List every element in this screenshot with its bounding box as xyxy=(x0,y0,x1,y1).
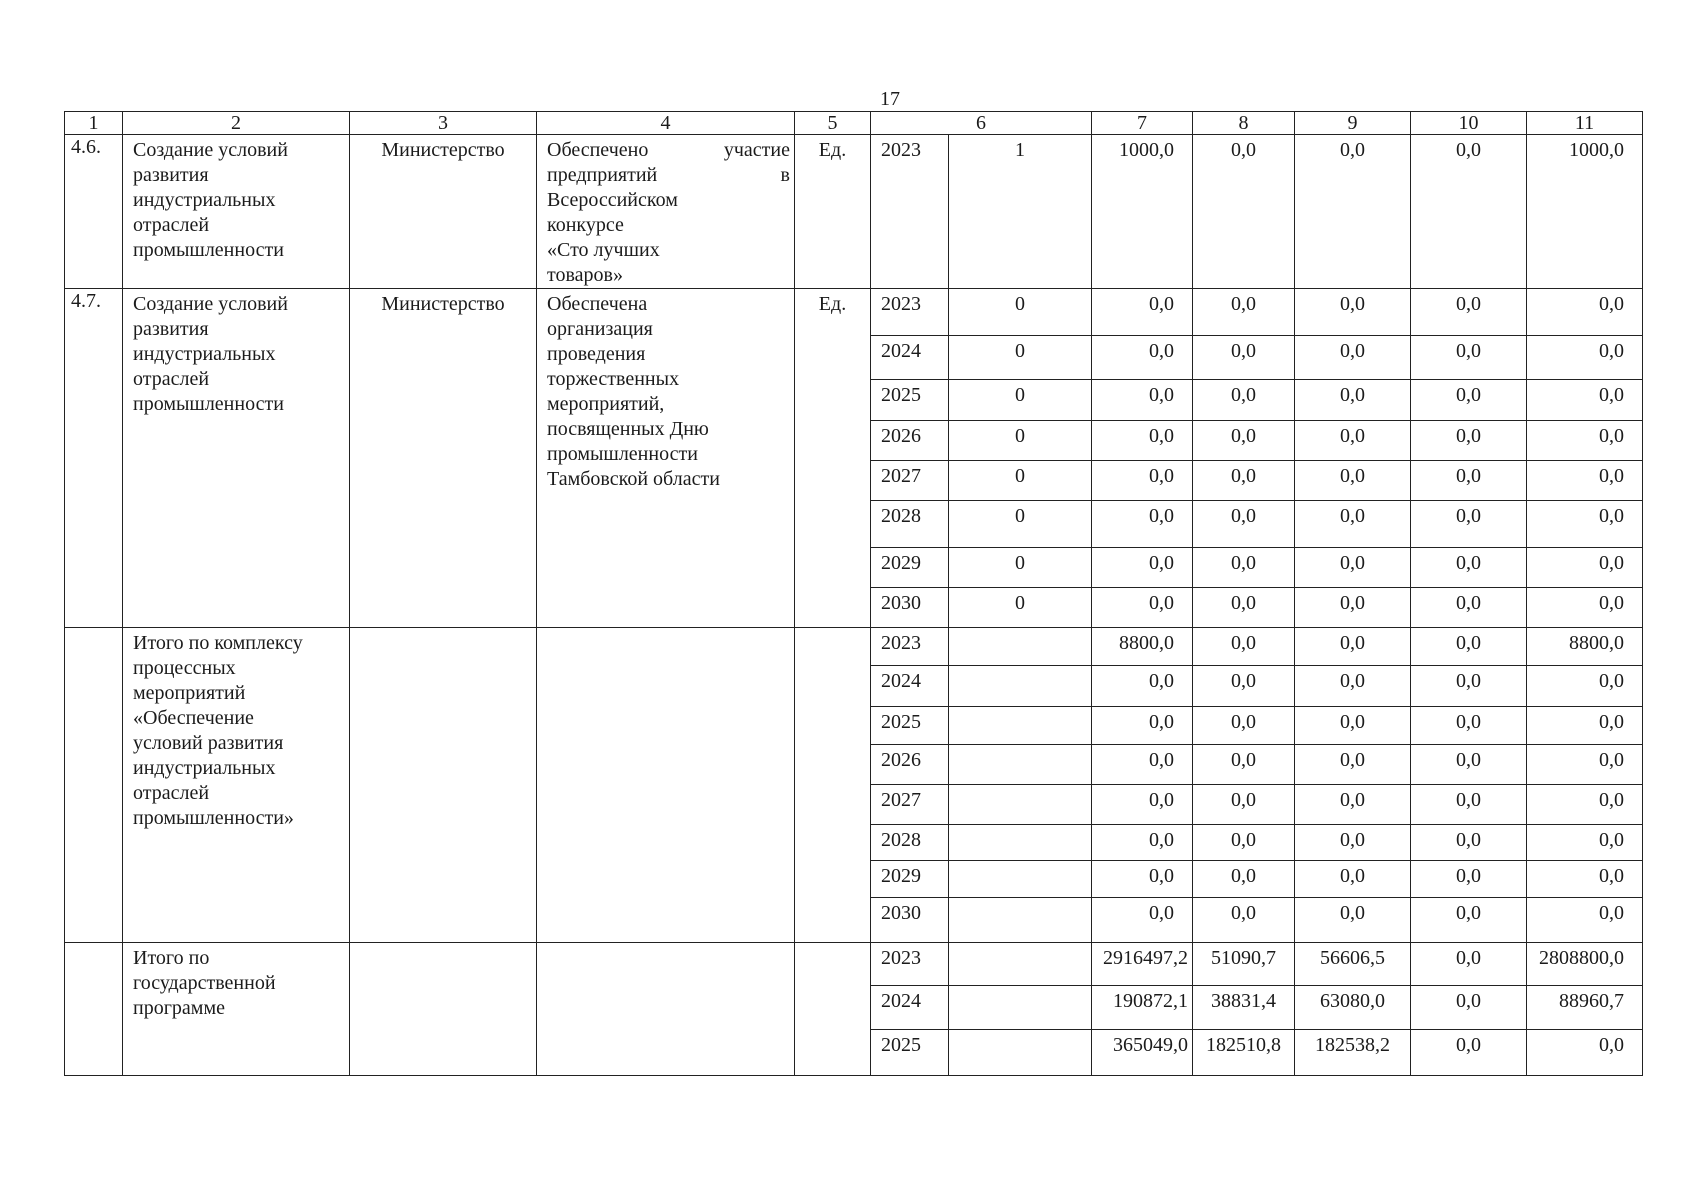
amount-extrabudget: 0,0 xyxy=(1527,825,1643,861)
indicator-value xyxy=(949,785,1092,825)
amount-regional: 0,0 xyxy=(1295,421,1411,461)
result-description-line: предприятий в xyxy=(547,164,790,186)
indicator-value: 1 xyxy=(949,135,1092,289)
year-cell: 2025 xyxy=(871,1030,949,1076)
header-cell: 1 xyxy=(65,112,123,135)
amount-total: 0,0 xyxy=(1092,588,1193,628)
header-cell: 8 xyxy=(1193,112,1295,135)
indicator-value xyxy=(949,943,1092,986)
indicator-value xyxy=(949,861,1092,898)
unit-of-measure: Ед. xyxy=(795,289,871,628)
measure-name-line: развития xyxy=(133,164,209,186)
program-table xyxy=(64,111,1643,1076)
amount-federal: 0,0 xyxy=(1193,336,1295,380)
measure-name-line: промышленности xyxy=(133,239,284,261)
header-cell: 6 xyxy=(871,112,1092,135)
amount-total: 0,0 xyxy=(1092,380,1193,421)
year-cell: 2028 xyxy=(871,825,949,861)
table-row xyxy=(65,943,1643,986)
indicator-value xyxy=(949,1030,1092,1076)
measure-name xyxy=(123,628,350,943)
measure-name-line: государственной xyxy=(133,972,276,994)
amount-federal: 182510,8 xyxy=(1193,1030,1295,1076)
result-description-line: Обеспечено участие xyxy=(547,139,790,161)
measure-name-line: отраслей xyxy=(133,368,210,390)
amount-regional: 0,0 xyxy=(1295,289,1411,336)
amount-extrabudget: 2808800,0 xyxy=(1527,943,1643,986)
amount-regional: 0,0 xyxy=(1295,461,1411,501)
amount-federal: 0,0 xyxy=(1193,745,1295,785)
measure-name-line: промышленности» xyxy=(133,807,294,829)
measure-name-line: процессных xyxy=(133,657,236,679)
amount-regional: 0,0 xyxy=(1295,745,1411,785)
year-cell: 2027 xyxy=(871,785,949,825)
indicator-value xyxy=(949,745,1092,785)
row-number xyxy=(65,628,123,943)
result-description-line: проведения xyxy=(547,343,646,365)
amount-extrabudget: 1000,0 xyxy=(1527,135,1643,289)
amount-federal: 0,0 xyxy=(1193,861,1295,898)
measure-name-line: Создание условий xyxy=(133,139,288,161)
amount-federal: 0,0 xyxy=(1193,825,1295,861)
indicator-value xyxy=(949,707,1092,745)
unit-of-measure xyxy=(795,943,871,1076)
header-cell: 3 xyxy=(350,112,537,135)
header-cell: 9 xyxy=(1295,112,1411,135)
amount-extrabudget: 0,0 xyxy=(1527,380,1643,421)
result-description-line: «Сто лучших xyxy=(547,239,660,261)
amount-regional: 0,0 xyxy=(1295,707,1411,745)
result-description-line: промышленности xyxy=(547,443,698,465)
amount-total: 0,0 xyxy=(1092,898,1193,943)
result-description-line: товаров» xyxy=(547,264,623,286)
year-cell: 2025 xyxy=(871,380,949,421)
amount-federal: 0,0 xyxy=(1193,135,1295,289)
indicator-value: 0 xyxy=(949,588,1092,628)
indicator-value xyxy=(949,666,1092,707)
amount-federal: 0,0 xyxy=(1193,548,1295,588)
amount-extrabudget: 0,0 xyxy=(1527,785,1643,825)
amount-total: 0,0 xyxy=(1092,745,1193,785)
amount-extrabudget: 0,0 xyxy=(1527,707,1643,745)
year-cell: 2026 xyxy=(871,745,949,785)
amount-regional: 0,0 xyxy=(1295,898,1411,943)
year-cell: 2027 xyxy=(871,461,949,501)
amount-local: 0,0 xyxy=(1411,943,1527,986)
amount-extrabudget: 0,0 xyxy=(1527,421,1643,461)
amount-local: 0,0 xyxy=(1411,461,1527,501)
year-cell: 2030 xyxy=(871,588,949,628)
year-cell: 2029 xyxy=(871,861,949,898)
year-cell: 2023 xyxy=(871,135,949,289)
amount-federal: 0,0 xyxy=(1193,588,1295,628)
indicator-value xyxy=(949,628,1092,666)
amount-regional: 0,0 xyxy=(1295,666,1411,707)
result-description xyxy=(537,135,795,289)
amount-local: 0,0 xyxy=(1411,628,1527,666)
amount-federal: 0,0 xyxy=(1193,501,1295,548)
amount-total: 190872,1 xyxy=(1092,986,1193,1030)
result-description-line: Тамбовской области xyxy=(547,468,720,490)
amount-local: 0,0 xyxy=(1411,501,1527,548)
amount-local: 0,0 xyxy=(1411,986,1527,1030)
amount-extrabudget: 0,0 xyxy=(1527,666,1643,707)
amount-regional: 0,0 xyxy=(1295,588,1411,628)
amount-regional: 182538,2 xyxy=(1295,1030,1411,1076)
measure-name-line: Итого по комплексу xyxy=(133,632,303,654)
indicator-value xyxy=(949,898,1092,943)
row-number: 4.6. xyxy=(65,135,123,289)
amount-regional: 0,0 xyxy=(1295,336,1411,380)
amount-federal: 0,0 xyxy=(1193,707,1295,745)
amount-total: 8800,0 xyxy=(1092,628,1193,666)
result-description-line: Всероссийском xyxy=(547,189,678,211)
amount-local: 0,0 xyxy=(1411,785,1527,825)
responsible-executor: Министерство xyxy=(350,289,537,628)
year-cell: 2024 xyxy=(871,666,949,707)
amount-local: 0,0 xyxy=(1411,861,1527,898)
amount-regional: 63080,0 xyxy=(1295,986,1411,1030)
year-cell: 2025 xyxy=(871,707,949,745)
amount-total: 0,0 xyxy=(1092,707,1193,745)
result-description-line: торжественных xyxy=(547,368,680,390)
year-cell: 2024 xyxy=(871,336,949,380)
amount-extrabudget: 88960,7 xyxy=(1527,986,1643,1030)
header-cell: 5 xyxy=(795,112,871,135)
amount-federal: 38831,4 xyxy=(1193,986,1295,1030)
amount-extrabudget: 0,0 xyxy=(1527,336,1643,380)
amount-extrabudget: 0,0 xyxy=(1527,588,1643,628)
measure-name-line: промышленности xyxy=(133,393,284,415)
amount-total: 0,0 xyxy=(1092,548,1193,588)
year-cell: 2028 xyxy=(871,501,949,548)
amount-local: 0,0 xyxy=(1411,666,1527,707)
table-row xyxy=(65,135,1643,289)
measure-name-line: отраслей xyxy=(133,214,210,236)
measure-name-line: программе xyxy=(133,997,225,1019)
amount-local: 0,0 xyxy=(1411,1030,1527,1076)
measure-name-line: индустриальных xyxy=(133,189,276,211)
result-description xyxy=(537,628,795,943)
amount-local: 0,0 xyxy=(1411,898,1527,943)
page-number: 17 xyxy=(880,88,900,110)
amount-federal: 0,0 xyxy=(1193,666,1295,707)
amount-federal: 0,0 xyxy=(1193,898,1295,943)
result-description-line: Обеспечена xyxy=(547,293,648,315)
year-cell: 2023 xyxy=(871,943,949,986)
amount-regional: 0,0 xyxy=(1295,548,1411,588)
amount-total: 0,0 xyxy=(1092,825,1193,861)
amount-regional: 0,0 xyxy=(1295,825,1411,861)
header-row xyxy=(65,112,1643,135)
responsible-executor xyxy=(350,628,537,943)
year-cell: 2030 xyxy=(871,898,949,943)
amount-regional: 0,0 xyxy=(1295,380,1411,421)
measure-name-line: индустриальных xyxy=(133,757,276,779)
indicator-value: 0 xyxy=(949,380,1092,421)
row-number: 4.7. xyxy=(65,289,123,628)
amount-regional: 0,0 xyxy=(1295,785,1411,825)
header-cell: 10 xyxy=(1411,112,1527,135)
amount-extrabudget: 0,0 xyxy=(1527,461,1643,501)
amount-extrabudget: 8800,0 xyxy=(1527,628,1643,666)
measure-name-line: «Обеспечение xyxy=(133,707,254,729)
header-cell: 4 xyxy=(537,112,795,135)
table-row xyxy=(65,289,1643,336)
amount-local: 0,0 xyxy=(1411,707,1527,745)
measure-name-line: развития xyxy=(133,318,209,340)
result-description xyxy=(537,289,795,628)
amount-federal: 0,0 xyxy=(1193,628,1295,666)
amount-federal: 0,0 xyxy=(1193,421,1295,461)
year-cell: 2026 xyxy=(871,421,949,461)
amount-total: 365049,0 xyxy=(1092,1030,1193,1076)
header-cell: 11 xyxy=(1527,112,1643,135)
header-cell: 2 xyxy=(123,112,350,135)
indicator-value xyxy=(949,825,1092,861)
amount-local: 0,0 xyxy=(1411,421,1527,461)
amount-local: 0,0 xyxy=(1411,289,1527,336)
year-cell: 2029 xyxy=(871,548,949,588)
table-row xyxy=(65,628,1643,666)
indicator-value xyxy=(949,986,1092,1030)
amount-federal: 0,0 xyxy=(1193,380,1295,421)
responsible-executor: Министерство xyxy=(350,135,537,289)
amount-local: 0,0 xyxy=(1411,825,1527,861)
row-number xyxy=(65,943,123,1076)
amount-federal: 0,0 xyxy=(1193,289,1295,336)
amount-extrabudget: 0,0 xyxy=(1527,861,1643,898)
amount-total: 0,0 xyxy=(1092,289,1193,336)
amount-total: 0,0 xyxy=(1092,861,1193,898)
result-description-line: посвященных Дню xyxy=(547,418,709,440)
indicator-value: 0 xyxy=(949,548,1092,588)
amount-total: 0,0 xyxy=(1092,785,1193,825)
responsible-executor xyxy=(350,943,537,1076)
measure-name-line: индустриальных xyxy=(133,343,276,365)
amount-total: 1000,0 xyxy=(1092,135,1193,289)
amount-local: 0,0 xyxy=(1411,588,1527,628)
amount-extrabudget: 0,0 xyxy=(1527,1030,1643,1076)
indicator-value: 0 xyxy=(949,289,1092,336)
measure-name xyxy=(123,289,350,628)
measure-name-line: отраслей xyxy=(133,782,210,804)
result-description-line: организация xyxy=(547,318,653,340)
year-cell: 2023 xyxy=(871,289,949,336)
amount-regional: 0,0 xyxy=(1295,135,1411,289)
amount-local: 0,0 xyxy=(1411,135,1527,289)
result-description xyxy=(537,943,795,1076)
amount-regional: 56606,5 xyxy=(1295,943,1411,986)
amount-regional: 0,0 xyxy=(1295,628,1411,666)
amount-total: 2916497,2 xyxy=(1092,943,1193,986)
amount-extrabudget: 0,0 xyxy=(1527,548,1643,588)
amount-total: 0,0 xyxy=(1092,501,1193,548)
unit-of-measure: Ед. xyxy=(795,135,871,289)
header-cell: 7 xyxy=(1092,112,1193,135)
measure-name xyxy=(123,943,350,1076)
measure-name-line: мероприятий xyxy=(133,682,246,704)
amount-total: 0,0 xyxy=(1092,336,1193,380)
indicator-value: 0 xyxy=(949,461,1092,501)
amount-federal: 0,0 xyxy=(1193,461,1295,501)
measure-name-line: условий развития xyxy=(133,732,284,754)
year-cell: 2024 xyxy=(871,986,949,1030)
unit-of-measure xyxy=(795,628,871,943)
amount-total: 0,0 xyxy=(1092,666,1193,707)
amount-local: 0,0 xyxy=(1411,745,1527,785)
amount-extrabudget: 0,0 xyxy=(1527,745,1643,785)
indicator-value: 0 xyxy=(949,421,1092,461)
amount-total: 0,0 xyxy=(1092,461,1193,501)
amount-extrabudget: 0,0 xyxy=(1527,898,1643,943)
amount-regional: 0,0 xyxy=(1295,501,1411,548)
amount-extrabudget: 0,0 xyxy=(1527,501,1643,548)
amount-federal: 0,0 xyxy=(1193,785,1295,825)
indicator-value: 0 xyxy=(949,501,1092,548)
amount-local: 0,0 xyxy=(1411,380,1527,421)
amount-local: 0,0 xyxy=(1411,548,1527,588)
amount-total: 0,0 xyxy=(1092,421,1193,461)
amount-federal: 51090,7 xyxy=(1193,943,1295,986)
result-description-line: мероприятий, xyxy=(547,393,665,415)
measure-name xyxy=(123,135,350,289)
amount-regional: 0,0 xyxy=(1295,861,1411,898)
measure-name-line: Создание условий xyxy=(133,293,288,315)
amount-extrabudget: 0,0 xyxy=(1527,289,1643,336)
measure-name-line: Итого по xyxy=(133,947,210,969)
amount-local: 0,0 xyxy=(1411,336,1527,380)
result-description-line: конкурсе xyxy=(547,214,624,236)
year-cell: 2023 xyxy=(871,628,949,666)
indicator-value: 0 xyxy=(949,336,1092,380)
